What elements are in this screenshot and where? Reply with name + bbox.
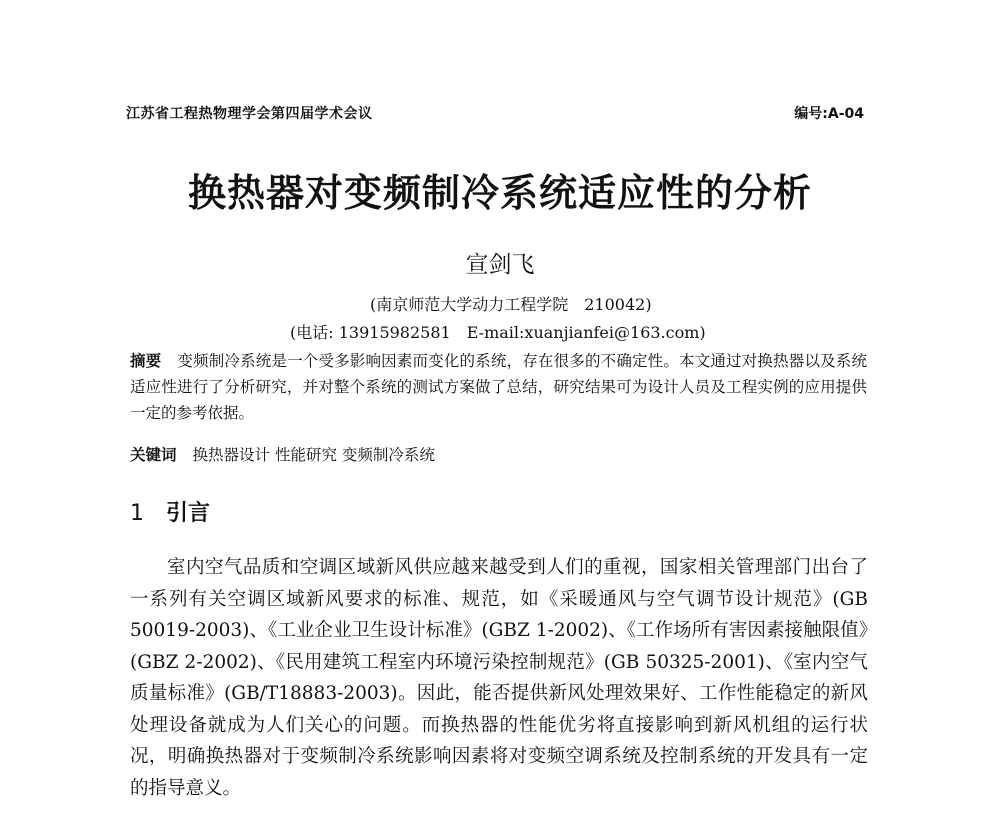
paper-code: 编号:A-04 [794,106,864,122]
keywords-label: 关键词 [130,446,177,464]
conference-name: 江苏省工程热物理学会第四届学术会议 [126,106,373,122]
affiliation: (南京师范大学动力工程学院 210042) [370,295,652,314]
author-name: 宣剑飞 [465,252,535,278]
abstract-text: 变频制冷系统是一个受多影响因素而变化的系统，存在很多的不确定性。本文通过对换热器以及系统适应性进行了分析研究，并对整个系统的测试方案做了总结，研究结果可为设计人员及工程实例的应用提供一定的参考依据。 [130,352,867,422]
section-number: 1 [130,501,144,526]
section-heading [130,496,210,527]
abstract-label: 摘要 [130,352,162,370]
keywords-text: 换热器设计 性能研究 变频制冷系统 [192,446,435,464]
abstract [130,348,867,426]
section-paragraph: 室内空气品质和空调区域新风供应越来越受到人们的重视，国家相关管理部门出台了一系列有关空调区域新风要求的标准、规范，如《采暖通风与空气调节设计规范》(GB 50019-2003)、《工业企业卫生设计标准》(GBZ 1-2002)、《工作场所有害因素接触限值》(GBZ 2-2002)、《民用建筑工程室内环境污染控制规范》(GB 50325-2001)、《室内空气质量标准》(GB/T18883-2003)。因此，能否提供新风处理效果好、工作性能稳定的新风处理设备就成为人们关心的问题。而换热器的性能优劣将直接影响到新风机组的运行状况，明确换热器对于变频制冷系统影响因素将对变频空调系统及控制系统的开发具有一定的指导意义。 [130,557,868,799]
keywords [130,443,435,465]
paper-title: 换热器对变频制冷系统适应性的分析 [187,171,812,215]
contact-info: (电话: 13915982581 E-mail:xuanjianfei@163.com) [290,323,706,342]
section-title: 引言 [166,501,211,526]
